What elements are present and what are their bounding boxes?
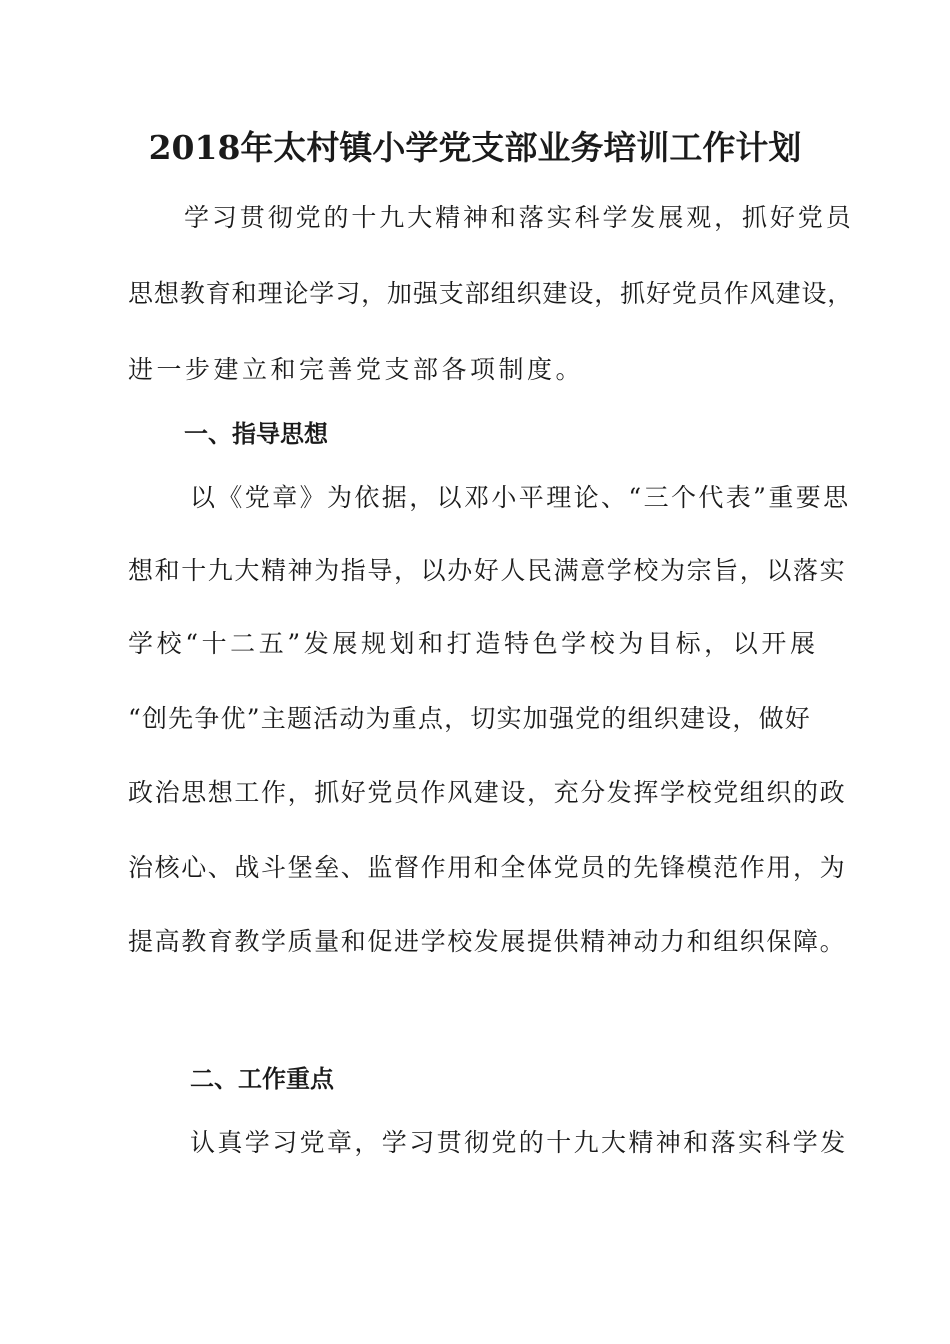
section2-line-1: 认真学习党章，学习贯彻党的十九大精神和落实科学发 (190, 1128, 848, 1157)
section1-line-6: 治核心、战斗堡垒、监督作用和全体党员的先锋模范作用，为 (128, 853, 847, 882)
intro-line-3: 进一步建立和完善党支部各项制度。 (128, 355, 585, 384)
section1-line-4: “创先争优”主题活动为重点，切实加强党的组织建设，做好 (128, 704, 811, 733)
section1-line-1: 以《党章》为依据，以邓小平理论、“三个代表”重要思 (190, 483, 851, 512)
document-title: 2018年太村镇小学党支部业务培训工作计划 (148, 128, 802, 167)
section1-line-5: 政治思想工作，抓好党员作风建设，充分发挥学校党组织的政 (128, 778, 847, 807)
intro-line-1: 学习贯彻党的十九大精神和落实科学发展观，抓好党员 (184, 203, 854, 232)
section2-heading: 二、工作重点 (190, 1065, 334, 1093)
section1-heading: 一、指导思想 (184, 420, 328, 448)
section1-line-3: 学校“十二五”发展规划和打造特色学校为目标，以开展 (128, 629, 819, 658)
intro-line-2: 思想教育和理论学习，加强支部组织建设，抓好党员作风建设， (128, 279, 854, 308)
section1-line-2: 想和十九大精神为指导，以办好人民满意学校为宗旨，以落实 (128, 556, 847, 585)
section1-line-7: 提高教育教学质量和促进学校发展提供精神动力和组织保障。 (128, 927, 847, 956)
